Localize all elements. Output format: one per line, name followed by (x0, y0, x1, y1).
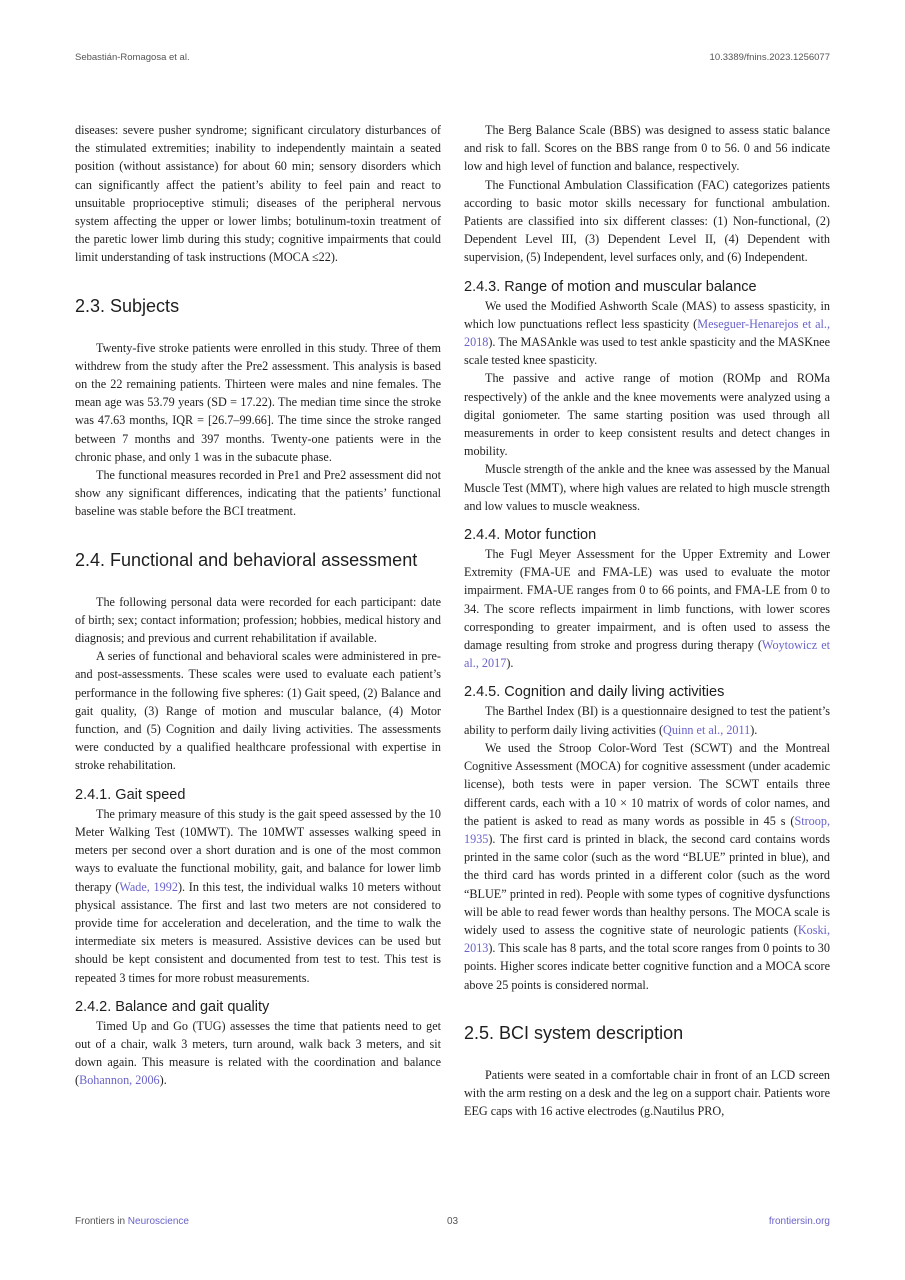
fma-paragraph (464, 545, 830, 672)
subsection-heading-gait-speed: 2.4.1. Gait speed (75, 786, 186, 803)
running-head-doi: 10.3389/fnins.2023.1256077 (709, 52, 830, 63)
citation-link-bohannon[interactable]: Bohannon, 2006 (79, 1073, 160, 1088)
bi-text-b: ). (750, 722, 758, 737)
exclusion-criteria-paragraph: diseases: severe pusher syndrome; significant circulatory disturbances of the stimulated extremities; inability to independently maintain a seated position (without assistance) for about 60 min; sensory disorders which can significantly affect the patient’s ability to feel pain and react to unsuitable proprioceptive stimuli; diseases of the peripheral nervous system affecting the upper or lower limbs; botulinum-toxin treatment of the paretic lower limb during this study; cognitive impairments that could limit understanding of task instructions (MOCA ≤22). (75, 123, 441, 265)
subsection-heading-balance: 2.4.2. Balance and gait quality (75, 998, 270, 1015)
gait-text-b: ). In this test, the individual walks 10 meters without physical assistance. The first and last two meters are not considered to provide time for acceleration and deceleration, and the time to walk the intermediate six meters is measured. Assistive devices can be used but should be kept consistent and documented from test to test. This test is repeated 3 times for more robust measurements. (75, 879, 441, 985)
gait-text-a: The primary measure of this study is the gait speed assessed by the 10 Meter Walking Test (10MWT). The 10MWT assesses walking speed in meters per second over a short duration and is one of the most common ways to evaluate the functional mobility, gait, and balance for lower limb therapy ( (75, 806, 441, 894)
bi-text-a: The Barthel Index (BI) is a questionnaire designed to test the patient’s ability to perform daily living activities ( (464, 704, 830, 737)
functional-paragraph-2: A series of functional and behavioral scales were administered in pre- and post-assessments. These scales were used to evaluate each patient’s performance in the following five spheres: (1) Gait speed, (2) Balance and gait quality, (3) Range of motion and muscular balance, (4) Motor function, and (5) Cognition and daily living activities. The assessments were conducted by a qualified healthcare professional with expertise in stroke rehabilitation. (75, 649, 441, 773)
subjects-paragraph-2: The functional measures recorded in Pre1 and Pre2 assessment did not show any significant differences, indicating that the patients’ functional baseline was stable before the BCI treatment. (75, 468, 441, 519)
fac-paragraph: The Functional Ambulation Classification (FAC) categorizes patients according to basic motor skills necessary for functional ambulation. Patients are classified into six different classes: (1) Non-functional, (2) Dependent Level III, (3) Dependent Level II, (4) Dependent with supervision, (5) Independent, level surfaces only, and (6) Independent. (464, 177, 830, 265)
bci-paragraph: Patients were seated in a comfortable chair in front of an LCD screen with the arm resting on a desk and the leg on a support chair. Patients wore EEG caps with 16 active electrodes (g.Nautilus PRO, (464, 1067, 830, 1119)
citation-link-koski[interactable]: Koski, 2013 (464, 922, 830, 956)
barthel-paragraph (464, 702, 830, 738)
section-heading-bci-system: 2.5. BCI system description (464, 1022, 684, 1043)
stroop-moca-paragraph (464, 739, 830, 994)
functional-paragraph-1: The following personal data were recorded for each participant: date of birth; sex; contact information; profession; hobbies, medical history and diagnosis; and previous and current rehabilitation if available. (75, 594, 441, 646)
tug-paragraph (75, 1017, 441, 1090)
scwt-text-a: We used the Stroop Color-Word Test (SCWT) and the Montreal Cognitive Assessment (MOCA) for cognitive assessment (under academic license), both tests were in paper version. The SCWT entails three different cards, each with a 10 × 10 matrix of words of color names, and the patient is asked to read as many words as possible in 45 s ( (464, 740, 830, 828)
tug-text-b: ). (159, 1073, 167, 1088)
mas-text-b: ). The MASAnkle was used to test ankle spasticity and the MASKnee scale tested knee spasticity. (464, 335, 830, 368)
subsection-heading-range-of-motion: 2.4.3. Range of motion and muscular balance (464, 278, 757, 295)
footer-journal-link[interactable]: Neuroscience (127, 1216, 189, 1227)
section-heading-subjects: 2.3. Subjects (75, 295, 180, 316)
citation-link-woytowicz[interactable]: Woytowicz et al., 2017 (464, 638, 830, 671)
rom-paragraph: The passive and active range of motion (ROMp and ROMa respectively) of the ankle and the knee movements were analyzed using a digital goniometer. The same starting position was used through all measurements in order to keep consistent results and detect changes in mobility. (464, 371, 830, 459)
gait-speed-paragraph (75, 805, 441, 987)
footer-site-link[interactable]: frontiersin.org (768, 1216, 830, 1227)
section-heading-functional-assessment: 2.4. Functional and behavioral assessment (75, 549, 418, 570)
mas-paragraph (464, 297, 830, 370)
fma-text-a: The Fugl Meyer Assessment for the Upper Extremity and Lower Extremity (FMA-UE and FMA-LE) was used to evaluate the motor impairment. FMA-UE ranges from 0 to 66 points, and FMA-LE from 0 to 34. The score reflects impairment in limb functions, with lower scores corresponding to greater impairment, and is often used to assess the damage resulting from stroke and progress during therapy ( (464, 547, 830, 653)
subsection-heading-motor-function: 2.4.4. Motor function (464, 527, 597, 544)
subjects-paragraph-1: Twenty-five stroke patients were enrolled in this study. Three of them withdrew from the study after the Pre2 assessment. This analysis is based on the 22 remaining patients. Thirteen were males and nine females. The mean age was 53.79 years (SD = 17.22). The median time since the stroke was 47.63 months, IQR = [26.7–99.66]. The time since the stroke ranged between 7 months and 397 months. Twenty-one patients were in the chronic phase, and only 1 was in the subacute phase. (75, 340, 441, 464)
subsection-heading-cognition: 2.4.5. Cognition and daily living activities (464, 684, 725, 701)
citation-link-quinn[interactable]: Quinn et al., 2011 (663, 722, 751, 737)
tug-text-a: Timed Up and Go (TUG) assesses the time that patients need to get out of a chair, walk 3 meters, turn around, walk back 3 meters, and sit down again. This measure is related with the coordination and balance ( (75, 1018, 441, 1088)
scwt-text-c: ). This scale has 8 parts, and the total score ranges from 0 points to 30 points. Higher scores indicate better cognitive function and a MOCA score above 25 points is considered normal. (464, 941, 830, 992)
scwt-text-b: ). The first card is printed in black, the second card contains words printed in the same color (such as the word “BLUE” printed in blue), and the third card has words printed in a different color (such as the word “BLUE” printed in red). People with some types of cognitive dysfunctions will be able to read fewer words than healthy persons. The MOCA scale is widely used to assess the cognitive state of neurologic patients ( (464, 831, 830, 937)
footer-page-number: 03 (446, 1216, 459, 1227)
bbs-paragraph: The Berg Balance Scale (BBS) was designed to assess static balance and risk to fall. Scores on the BBS range from 0 to 56. 0 and 56 indicate low and high level of function and balance, respectively. (464, 123, 830, 174)
citation-link-stroop[interactable]: Stroop, 1935 (464, 813, 830, 846)
citation-link-wade[interactable]: Wade, 1992 (119, 879, 178, 894)
running-head-authors: Sebastián-Romagosa et al. (75, 52, 190, 63)
footer-journal-prefix: Frontiers in (75, 1216, 126, 1227)
right-column (464, 121, 830, 1120)
left-column (75, 121, 441, 1090)
citation-link-meseguer[interactable]: Meseguer-Henarejos et al., 2018 (464, 316, 830, 350)
mas-text-a: We used the Modified Ashworth Scale (MAS) to assess spasticity, in which low punctuations reflect less spasticity ( (464, 298, 830, 331)
mmt-paragraph: Muscle strength of the ankle and the knee was assessed by the Manual Muscle Test (MMT), where high values are related to high muscle strength and low values to muscle weakness. (464, 462, 830, 513)
fma-text-b: ). (506, 656, 514, 671)
